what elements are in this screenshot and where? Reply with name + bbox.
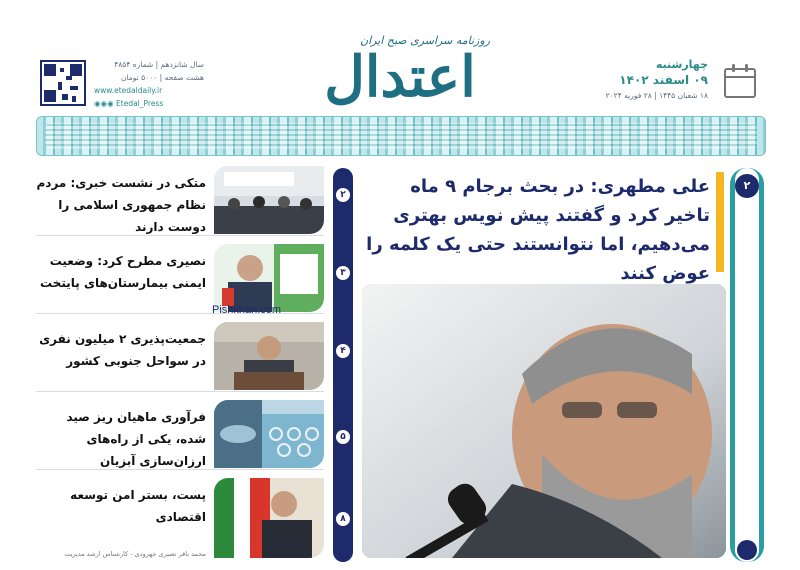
side-news-headline: پست، بستر امن توسعه اقتصادی — [70, 488, 206, 524]
thumbnail-fish-farm — [214, 400, 324, 468]
thumbnail-official — [214, 322, 324, 390]
logo-title: اعتدال — [324, 44, 476, 110]
calendar-icon — [724, 68, 756, 98]
headline-accent-bar — [716, 172, 724, 272]
side-news-headline: فرآوری ماهیان ریز صید شده، یکی از راه‌های ارزان‌سازی آبزیان — [66, 410, 206, 468]
page-strip — [730, 168, 764, 562]
page-ref[interactable]: ۳ — [336, 266, 350, 280]
website[interactable]: www.etedaldaily.ir — [94, 86, 163, 95]
side-news-headline: متکی در نشست خبری: مردم نظام جمهوری اسلامی را دوست دارند — [36, 176, 206, 234]
main-headline[interactable]: علی مطهری: در بحث برجام ۹ ماه تاخیر کرد و گفتند پیش نویس بهتری می‌دهیم، اما نتوانستند حتی یک کلمه را عوض کنند — [366, 176, 710, 284]
watermark: Pishkhan.com — [212, 304, 282, 316]
price-line: ۵۰۰۰ تومان — [121, 73, 158, 82]
logo — [300, 30, 500, 110]
side-news-headline: جمعیت‌پذیری ۲ میلیون نفری در سواحل جنوبی کشور — [39, 332, 206, 368]
main-photo — [362, 284, 726, 558]
year-line: سال شانزدهم — [160, 60, 204, 69]
issue-line: شماره ۴۸۵۴ — [114, 60, 154, 69]
issue-meta: سال شانزدهم | شماره ۴۸۵۴ هشت صفحه | ۵۰۰۰ تومان www.etedaldaily.ir ◉◉◉ Etedal_Press — [94, 60, 204, 108]
side-news-column — [36, 164, 324, 564]
page-ref[interactable]: ۲ — [336, 188, 350, 202]
masthead — [0, 0, 800, 112]
tagline: روزنامه سراسری صبح ایران — [360, 34, 490, 47]
page-number-badge[interactable]: ۲ — [735, 174, 759, 198]
author-caption: محمد باقر نصیری جهرودی - کارشناس ارشد مدیریت — [64, 550, 206, 558]
side-news-item[interactable] — [36, 164, 324, 236]
side-news-item[interactable] — [36, 320, 324, 392]
page-index-bar — [333, 168, 353, 562]
thumbnail-portrait — [214, 244, 324, 312]
side-news-item[interactable] — [36, 476, 324, 562]
social-handle[interactable]: Etedal_Press — [116, 99, 164, 108]
page-ref[interactable]: ۴ — [336, 344, 350, 358]
date-other: ۱۸ شعبان ۱۴۴۵ | ۲۸ فوریه ۲۰۲۴ — [605, 91, 708, 100]
thumbnail-author — [214, 478, 324, 558]
page-strip-end — [737, 540, 757, 560]
side-news-item[interactable] — [36, 398, 324, 470]
decorative-banner — [36, 116, 766, 156]
side-news-headline: نصیری مطرح کرد: وضعیت ایمنی بیمارستان‌های پایتخت — [40, 254, 206, 290]
qr-code — [40, 60, 86, 106]
page-ref[interactable]: ۵ — [336, 430, 350, 444]
thumbnail-press-conference — [214, 166, 324, 234]
date-main: ۰۹ اسفند ۱۴۰۲ — [619, 73, 708, 87]
pages-line: هشت صفحه — [164, 73, 204, 82]
page-ref[interactable]: ۸ — [336, 512, 350, 526]
date-day: چهارشنبه — [655, 58, 708, 71]
date-box — [558, 58, 708, 100]
